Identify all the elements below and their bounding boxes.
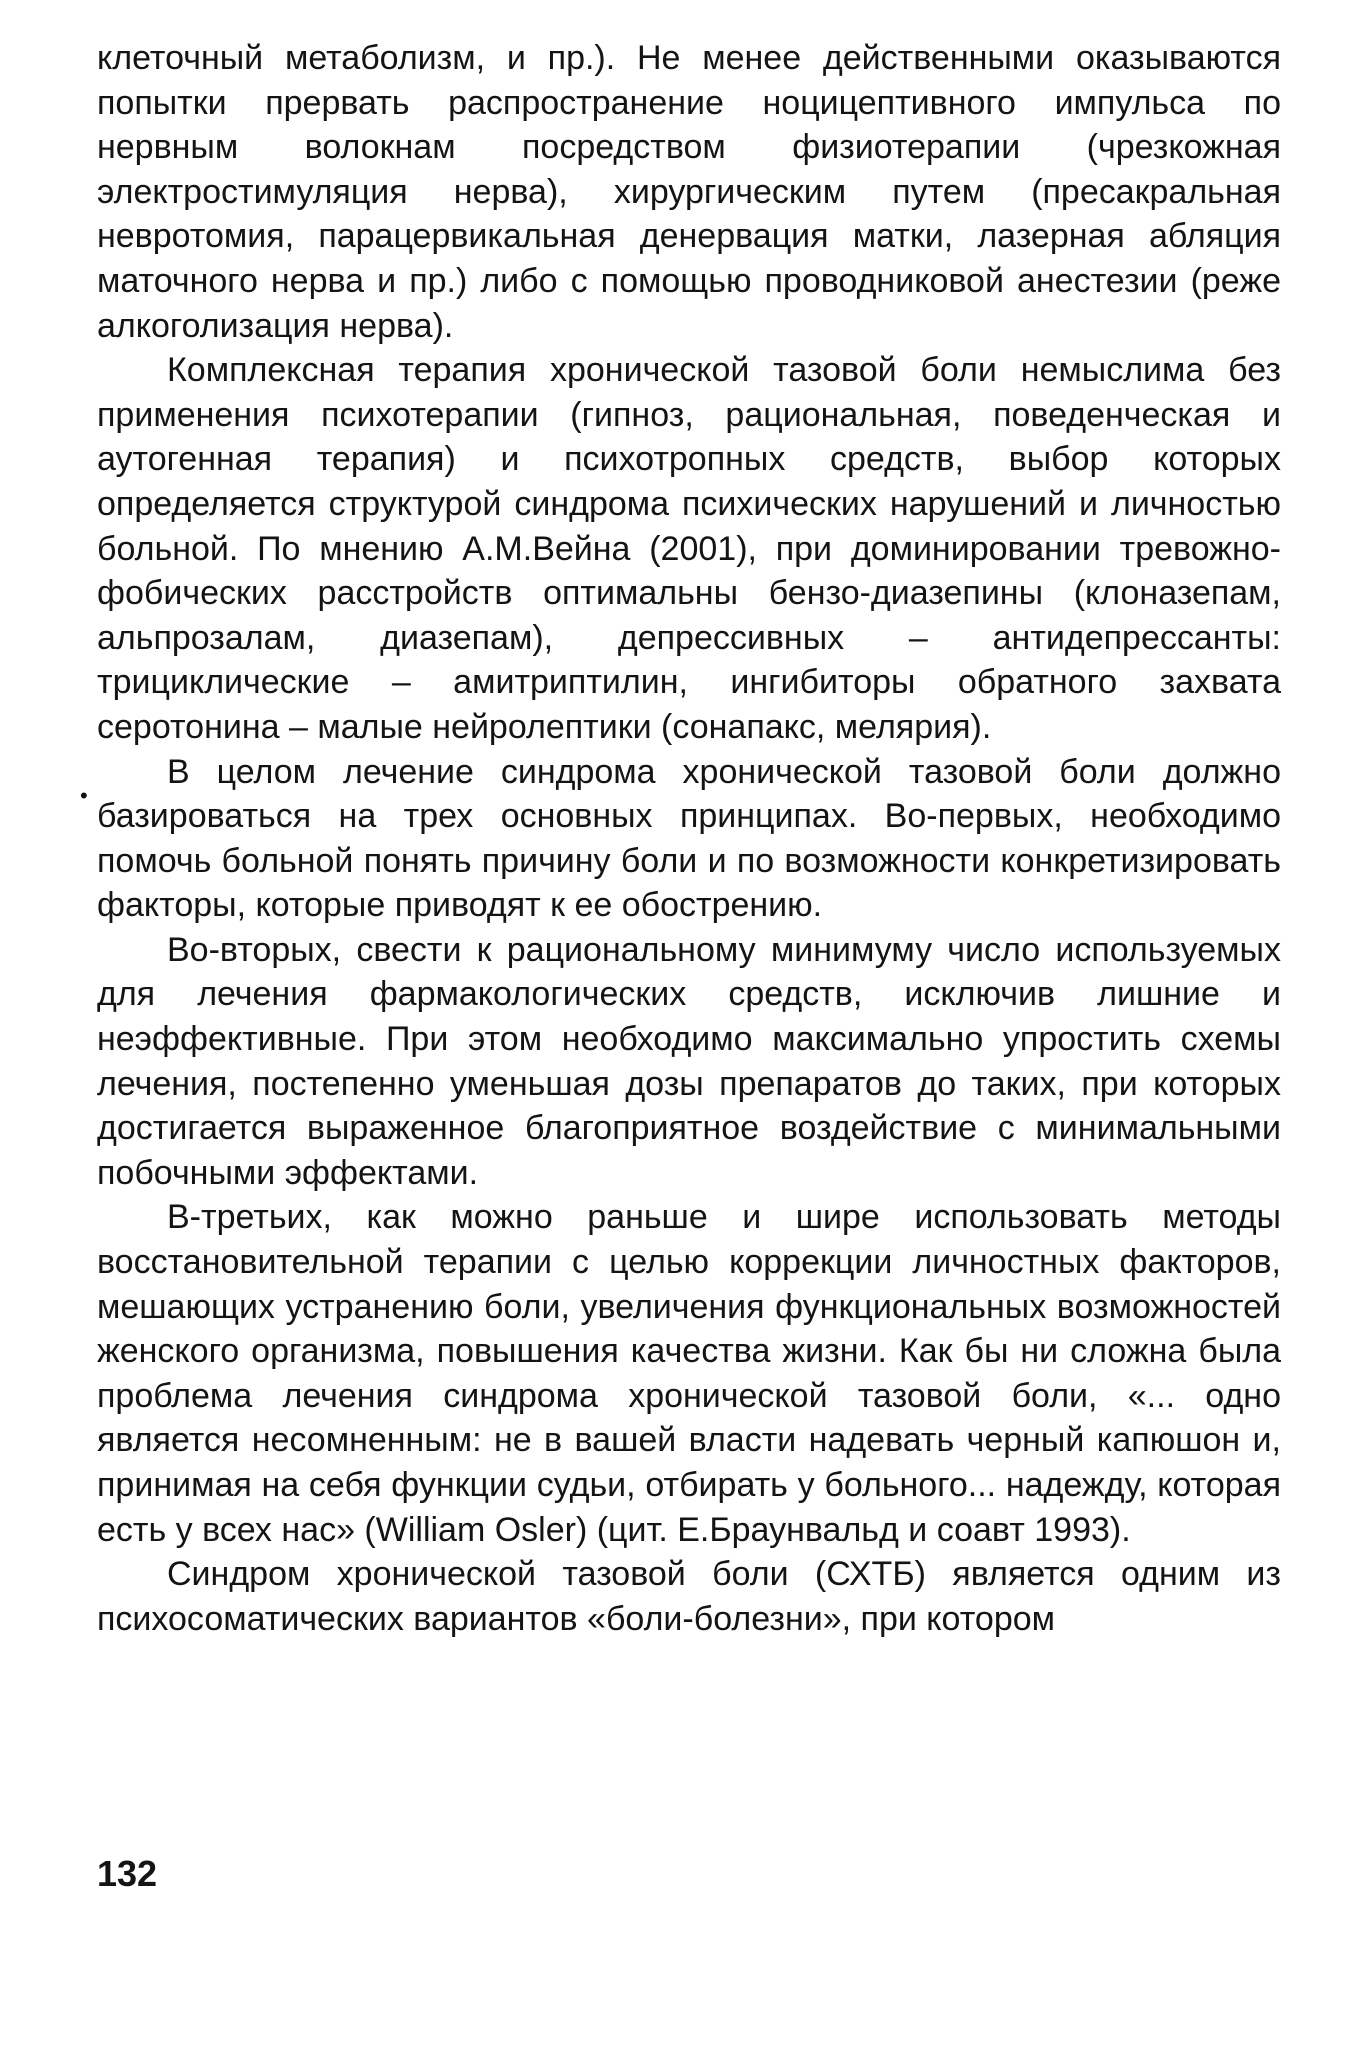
body-text bbox=[97, 36, 1281, 1641]
paragraph-principles: В целом лечение синдрома хронической тазовой боли должно базироваться на трех основных принципах. Во-первых, необходимо помочь больной понять причину боли и по возможности конкретизировать факторы, которые приводят к ее обострению. bbox=[97, 752, 1281, 925]
paragraph-second-principle: Во-вторых, свести к рациональному минимуму число используемых для лечения фармакологических средств, исключив лишние и неэффективные. При этом необходимо максимально упростить схемы лечения, постепенно уменьшая дозы препаратов до таких, при которых достигается выраженное благоприятное воздействие с минимальными побочными эффектами. bbox=[97, 930, 1281, 1192]
margin-mark: • bbox=[80, 783, 88, 808]
paragraph-complex-therapy: Комплексная терапия хронической тазовой боли немыслима без применения психотерапии (гипноз, рациональная, поведенческая и аутогенная терапия) и психотропных средств, выбор которых определяется структурой синдрома психических нарушений и личностью больной. По мнению А.М.Вейна (2001), при доминировании тревожно-фобических расстройств оптимальны бензо-диазепины (клоназепам, альпрозалам, диазепам), депрессивных – антидепрессанты: трициклические – амитриптилин, ингибиторы обратного захвата серотонина – малые нейролептики (сонапакс, мелярия). bbox=[97, 351, 1281, 746]
page-number: 132 bbox=[97, 1853, 158, 1894]
paragraph-continuation: клеточный метаболизм, и пр.). Не менее действенными оказываются попытки прервать распространение ноцицептивного импульса по нервным волокнам посредством физиотерапии (чрезкожная электростимуляция нерва), хирургическим путем (пресакральная невротомия, парацервикальная денервация матки, лазерная абляция маточного нерва и пр.) либо с помощью проводниковой анестезии (реже алкоголизация нерва). bbox=[97, 39, 1281, 345]
paragraph-third-principle: В-третьих, как можно раньше и шире использовать методы восстановительной терапии с целью коррекции личностных факторов, мешающих устранению боли, увеличения функциональных возможностей женского организма, повышения качества жизни. Как бы ни сложна была проблема лечения синдрома хронической тазовой боли, «... одно является несомненным: не в вашей власти надевать черный капюшон и, принимая на себя функции судьи, отбирать у больного... надежду, которая есть у всех нас» (William Osler) (цит. Е.Браунвальд и соавт 1993). bbox=[97, 1198, 1281, 1549]
paragraph-chronic-pelvic-pain: Синдром хронической тазовой боли (СХТБ) является одним из психосоматических вариантов «боли-болезни», при котором bbox=[97, 1555, 1281, 1638]
